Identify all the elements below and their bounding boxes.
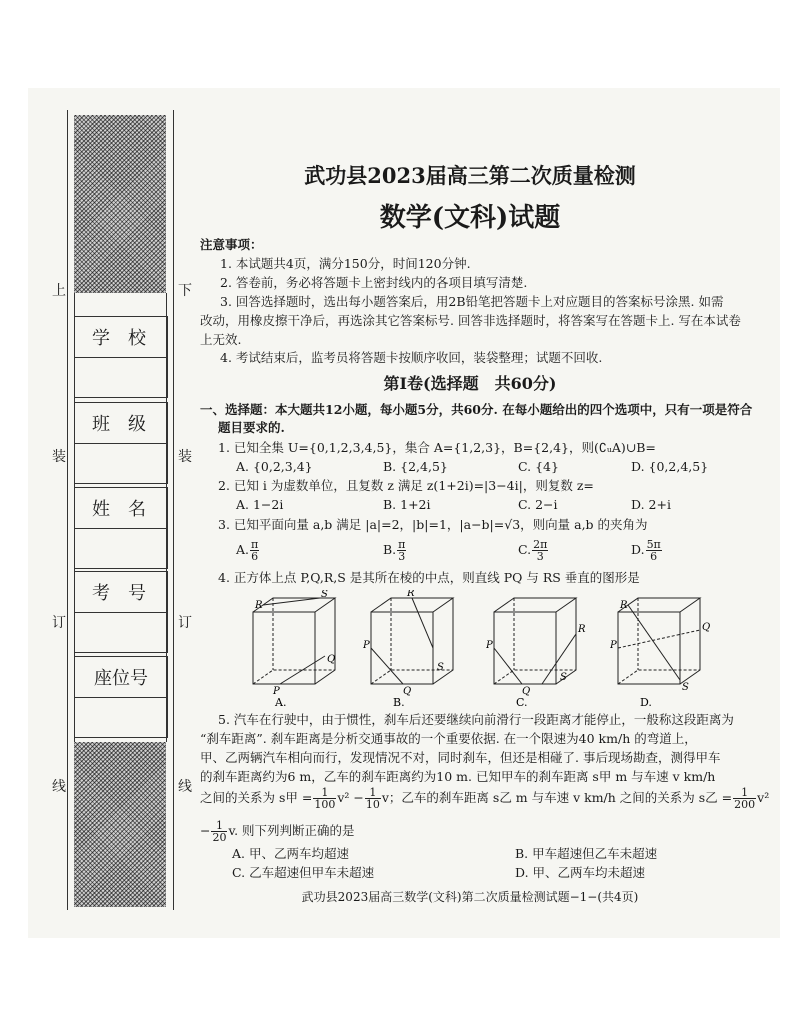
point-q-label: Q	[522, 686, 531, 697]
fraction	[250, 539, 259, 562]
q3-option-b[interactable]	[383, 539, 407, 562]
numerator: 1	[365, 787, 381, 799]
question-5-text: 5. 汽车在行驶中，由于惯性，刹车后还要继续向前滑行一段距离才能停止，一般称这段距离为	[218, 712, 734, 727]
point-q-label: Q	[327, 654, 336, 665]
section-intro: 题目要求的.	[218, 420, 285, 435]
q2-option-b[interactable]: B. 1+2i	[383, 497, 431, 512]
formula-text: v；乙车的刹车距离 s乙 m 与车速 v km/h 之间的关系为 s乙 =	[381, 790, 733, 805]
fraction	[397, 539, 406, 562]
q3-option-d[interactable]	[631, 539, 663, 562]
point-r-label: R	[255, 600, 263, 611]
binding-char: 订	[52, 615, 66, 631]
formula-text: v²	[757, 790, 770, 805]
numerator: π	[251, 538, 259, 551]
notice-item: 1. 本试题共4页，满分150分，时间120分钟.	[220, 256, 471, 271]
notice-item: 2. 答卷前，务必将答题卡上密封线内的各项目填写清楚.	[220, 275, 528, 290]
q3-option-c[interactable]	[518, 539, 549, 562]
field-label: 考号	[75, 572, 167, 613]
field-label: 班级	[75, 403, 167, 444]
binding-char: 线	[178, 779, 192, 795]
question-1-stem: 1. 已知全集 U={0,1,2,3,4,5}，集合 A={1,2,3}，B={2,4}，则(∁ᵤA)∪B=	[218, 440, 656, 455]
numerator: 1	[313, 787, 336, 799]
q1-option-d[interactable]: D. {0,2,4,5}	[631, 459, 709, 474]
q5-option-b[interactable]: B. 甲车超速但乙车未超速	[515, 846, 658, 861]
point-p-label: P	[486, 640, 493, 651]
notice-item: 改动，用橡皮擦干净后，再选涂其它答案标号. 回答非选择题时，将答案写在答题卡上. 写在本试卷	[200, 313, 741, 328]
exam-title: 武功县2023届高三第二次质量检测	[304, 163, 636, 188]
question-5-text: 的刹车距离约为6 m，乙车的刹车距离约为10 m. 已知甲车的刹车距离 s甲 m 与车速 v km/h	[200, 769, 716, 784]
point-q-label: Q	[403, 686, 412, 697]
cube-figure-d[interactable]	[610, 590, 710, 708]
subject-title: 数学(文科)试题	[379, 203, 561, 233]
numerator: π	[398, 538, 406, 551]
point-r-label: R	[578, 624, 586, 635]
question-5-text: 甲、乙两辆汽车相向而行，发现情况不对，同时刹车，但还是相碰了. 事后现场勘查，测得甲车	[200, 750, 721, 765]
question-5-formula-line	[200, 820, 355, 843]
point-p-label: P	[273, 686, 280, 697]
class-field[interactable]	[74, 402, 168, 484]
hatch-pattern-top	[74, 115, 166, 293]
option-label: A.	[236, 542, 250, 557]
binding-char: 上	[52, 283, 66, 299]
name-field[interactable]	[74, 487, 168, 569]
field-label: 座位号	[75, 657, 167, 698]
field-label: 学校	[75, 317, 167, 358]
point-r-label: R	[407, 590, 415, 599]
page-footer: 武功县2023届高三数学(文科)第二次质量检测试题−1−(共4页)	[301, 890, 639, 904]
numerator: 5π	[646, 538, 661, 551]
binding-char: 装	[178, 449, 192, 465]
q1-option-b[interactable]: B. {2,4,5}	[383, 459, 448, 474]
section-intro: 一、选择题：本大题共12小题，每小题5分，共60分. 在每小题给出的四个选项中，只有一项是符合	[200, 402, 753, 417]
figure-label: D.	[640, 696, 652, 708]
question-5-text: “刹车距离”. 刹车距离是分析交通事故的一个重要依据. 在一个限速为40 km/h 的弯道上，	[200, 731, 697, 746]
numerator: 1	[733, 787, 756, 799]
exam-number-field[interactable]	[74, 571, 168, 653]
formula-text: v. 则下列判断正确的是	[228, 823, 355, 838]
formula-text: −	[200, 823, 211, 838]
denominator: 3	[536, 550, 544, 563]
formula-text: v² −	[337, 790, 364, 805]
section-title: 第Ⅰ卷(选择题 共60分)	[383, 374, 557, 393]
point-s-label: S	[682, 682, 689, 693]
q2-option-c[interactable]: C. 2−i	[518, 497, 558, 512]
cube-figure-b[interactable]	[363, 590, 463, 708]
field-label: 姓名	[75, 488, 167, 529]
question-3-stem: 3. 已知平面向量 a,b 满足 |a|=2，|b|=1，|a−b|=√3，则向量 a,b 的夹角为	[218, 517, 648, 532]
cube-figure-c[interactable]	[486, 590, 586, 708]
notice-heading: 注意事项：	[200, 237, 263, 252]
option-label: C.	[518, 542, 532, 557]
notice-item: 3. 回答选择题时，选出每小题答案后，用2B铅笔把答题卡上对应题目的答案标号涂黑. 如需	[220, 294, 724, 309]
point-p-label: P	[363, 640, 370, 651]
question-4-stem: 4. 正方体上点 P,Q,R,S 是其所在棱的中点，则直线 PQ 与 RS 垂直的图形是	[218, 570, 640, 585]
cube-figure-a[interactable]	[245, 590, 345, 708]
numerator: 2π	[533, 538, 548, 551]
q5-option-a[interactable]: A. 甲、乙两车均超速	[232, 846, 349, 861]
question-5-formula-line	[200, 787, 769, 810]
q1-option-c[interactable]: C. {4}	[518, 459, 559, 474]
binding-char: 订	[178, 615, 192, 631]
denominator: 100	[314, 798, 336, 811]
denominator: 6	[251, 550, 259, 563]
figure-label: A.	[275, 696, 287, 708]
notice-item: 4. 考试结束后，监考员将答题卡按顺序收回，装袋整理；试题不回收.	[220, 350, 603, 365]
binding-char: 线	[52, 779, 66, 795]
point-q-label: Q	[702, 622, 710, 633]
denominator: 6	[650, 550, 658, 563]
denominator: 10	[365, 798, 380, 811]
q2-option-a[interactable]: A. 1−2i	[236, 497, 284, 512]
binding-char: 装	[52, 449, 66, 465]
notice-item: 上无效.	[200, 332, 242, 347]
point-p-label: P	[610, 640, 617, 651]
figure-label: C.	[516, 696, 528, 708]
fraction	[211, 820, 227, 843]
q5-option-c[interactable]: C. 乙车超速但甲车未超速	[232, 865, 375, 880]
seal-line-inner	[173, 110, 174, 910]
point-s-label: S	[560, 672, 567, 683]
school-field[interactable]	[74, 316, 168, 398]
fraction	[532, 539, 548, 562]
seal-line-outer	[67, 110, 68, 910]
question-2-stem: 2. 已知 i 为虚数单位，且复数 z 满足 z(1+2i)=|3−4i|，则复数 z=	[218, 478, 594, 493]
q5-option-d[interactable]: D. 甲、乙两车均未超速	[515, 865, 646, 880]
point-s-label: S	[321, 590, 328, 600]
fraction	[733, 787, 756, 810]
denominator: 200	[734, 798, 756, 811]
seat-number-field[interactable]	[74, 656, 168, 738]
option-label: D.	[631, 542, 645, 557]
denominator: 20	[212, 831, 227, 844]
numerator: 1	[211, 820, 227, 832]
hatch-pattern-bottom	[74, 742, 166, 907]
point-s-label: S	[437, 662, 444, 673]
fraction	[646, 539, 662, 562]
denominator: 3	[398, 550, 406, 563]
figure-label: B.	[393, 696, 405, 708]
q3-option-a[interactable]	[236, 539, 260, 562]
binding-char: 下	[178, 283, 192, 299]
option-label: B.	[383, 542, 397, 557]
point-r-label: R	[620, 600, 628, 611]
fraction	[365, 787, 381, 810]
q2-option-d[interactable]: D. 2+i	[631, 497, 671, 512]
q1-option-a[interactable]: A. {0,2,3,4}	[236, 459, 313, 474]
formula-text: 之间的关系为 s甲 =	[200, 790, 313, 805]
fraction	[313, 787, 336, 810]
